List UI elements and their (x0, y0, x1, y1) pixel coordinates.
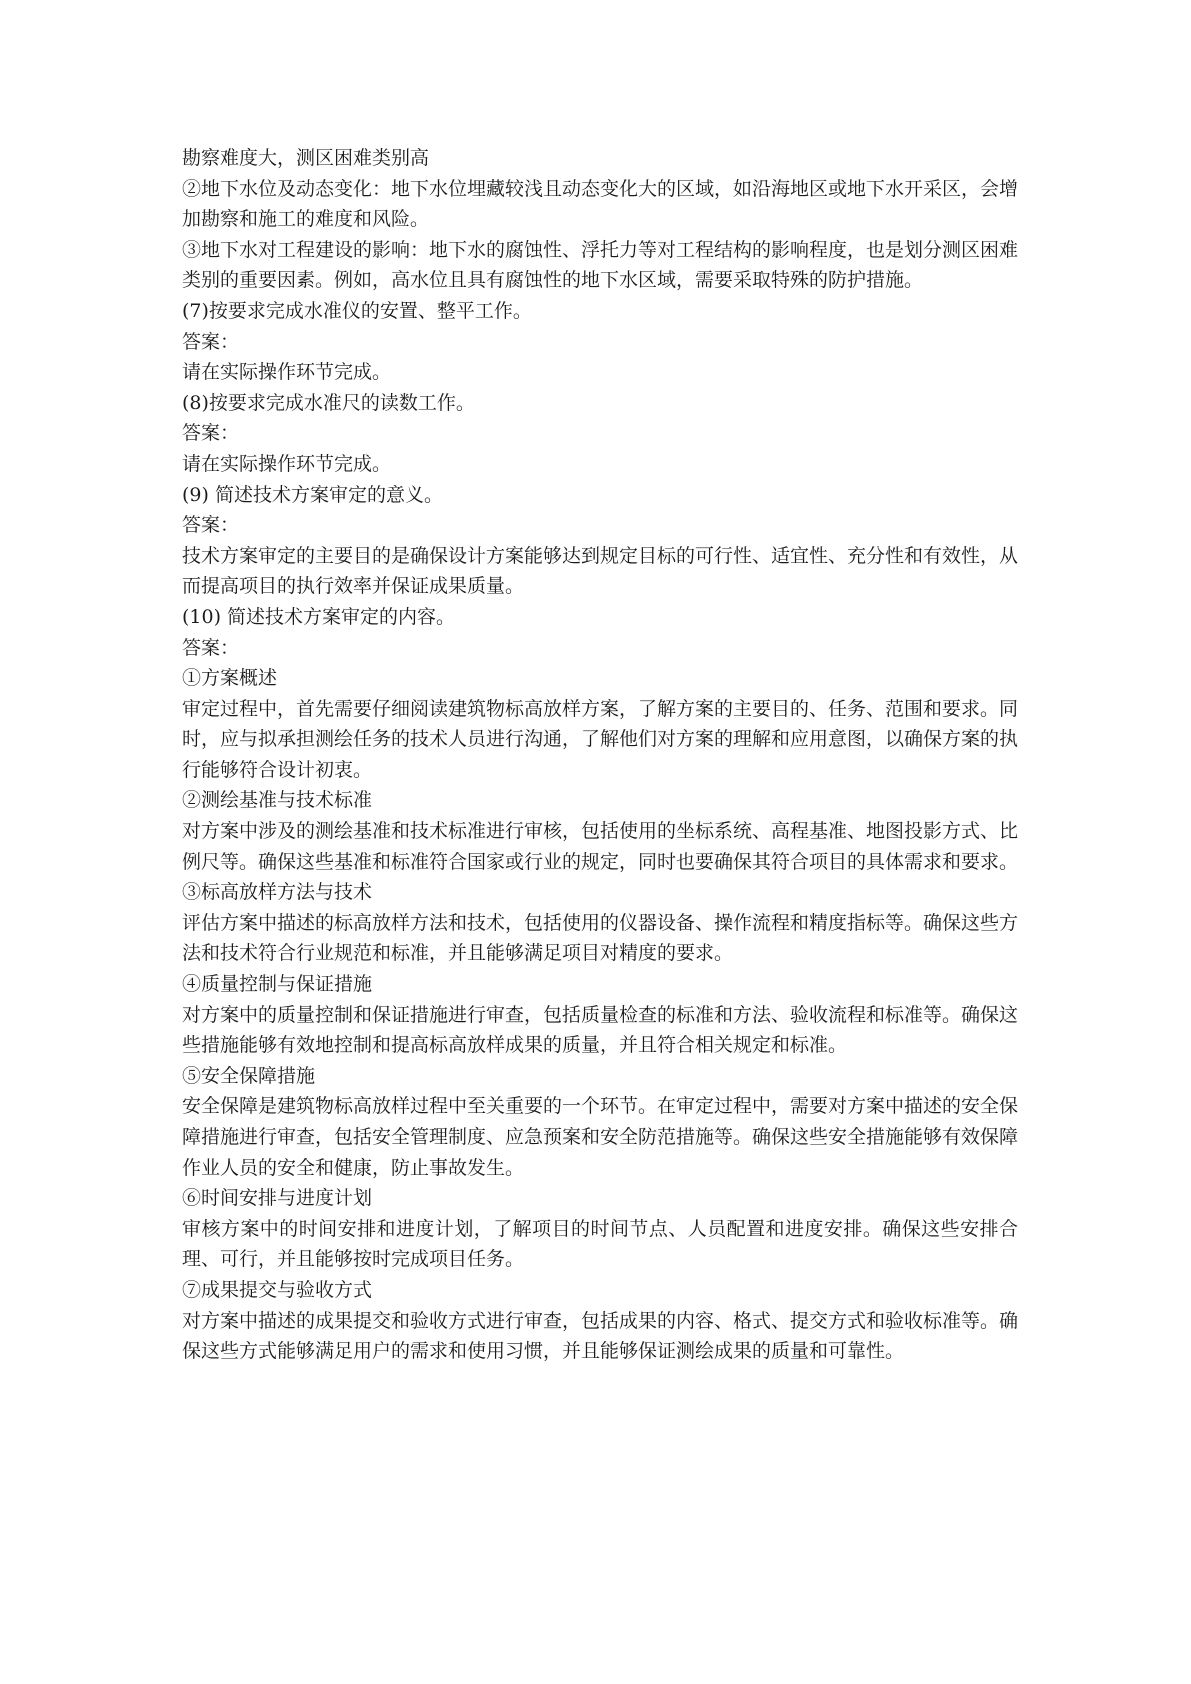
text-paragraph: ②地下水位及动态变化：地下水位埋藏较浅且动态变化大的区域，如沿海地区或地下水开采区，会增加勘察和施工的难度和风险。 (182, 177, 1019, 231)
answer-paragraph: 技术方案审定的主要目的是确保设计方案能够达到规定目标的可行性、适宜性、充分性和有效性，从而提高项目的执行效率并保证成果质量。 (182, 544, 1019, 598)
section-heading: ②测绘基准与技术标准 (182, 789, 373, 812)
text-line: 勘察难度大，测区困难类别高 (182, 147, 430, 169)
answer-label: 答案： (182, 636, 240, 659)
section-heading: ⑦成果提交与验收方式 (182, 1278, 373, 1301)
section-heading: ⑤安全保障措施 (182, 1064, 316, 1087)
section-heading: ⑥时间安排与进度计划 (182, 1187, 373, 1210)
document-page (182, 143, 1018, 1367)
question-heading: (10) 简述技术方案审定的内容。 (182, 605, 456, 628)
section-paragraph: 审定过程中，首先需要仔细阅读建筑物标高放样方案，了解方案的主要目的、任务、范围和要求。同时，应与拟承担测绘任务的技术人员进行沟通，了解他们对方案的理解和应用意图，以确保方案的执行能够符合设计初衷。 (182, 697, 1019, 781)
answer-text: 请在实际操作环节完成。 (182, 361, 392, 384)
section-paragraph: 审核方案中的时间安排和进度计划，了解项目的时间节点、人员配置和进度安排。确保这些安排合理、可行，并且能够按时完成项目任务。 (182, 1217, 1018, 1271)
answer-label: 答案： (182, 330, 240, 353)
section-paragraph: 对方案中的质量控制和保证措施进行审查，包括质量检查的标准和方法、验收流程和标准等。确保这些措施能够有效地控制和提高标高放样成果的质量，并且符合相关规定和标准。 (182, 1003, 1019, 1057)
section-heading: ③标高放样方法与技术 (182, 881, 373, 904)
answer-label: 答案： (182, 422, 240, 445)
section-paragraph: 对方案中涉及的测绘基准和技术标准进行审核，包括使用的坐标系统、高程基准、地图投影方式、比例尺等。确保这些基准和标准符合国家或行业的规定，同时也要确保其符合项目的具体需求和要求。 (182, 820, 1019, 873)
question-heading: (8)按要求完成水准尺的读数工作。 (182, 391, 475, 414)
answer-label: 答案： (182, 514, 240, 537)
question-heading: (9) 简述技术方案审定的意义。 (182, 483, 443, 506)
section-heading: ①方案概述 (182, 667, 278, 690)
section-heading: ④质量控制与保证措施 (182, 973, 373, 996)
section-paragraph: 评估方案中描述的标高放样方法和技术，包括使用的仪器设备、操作流程和精度指标等。确保这些方法和技术符合行业规范和标准，并且能够满足项目对精度的要求。 (182, 911, 1019, 965)
answer-text: 请在实际操作环节完成。 (182, 452, 392, 475)
section-paragraph: 安全保障是建筑物标高放样过程中至关重要的一个环节。在审定过程中，需要对方案中描述的安全保障措施进行审查，包括安全管理制度、应急预案和安全防范措施等。确保这些安全措施能够有效保障作业人员的安全和健康，防止事故发生。 (182, 1095, 1019, 1179)
section-paragraph: 对方案中描述的成果提交和验收方式进行审查，包括成果的内容、格式、提交方式和验收标准等。确保这些方式能够满足用户的需求和使用习惯，并且能够保证测绘成果的质量和可靠性。 (182, 1309, 1019, 1363)
text-paragraph: ③地下水对工程建设的影响：地下水的腐蚀性、浮托力等对工程结构的影响程度，也是划分测区困难类别的重要因素。例如，高水位且具有腐蚀性的地下水区域，需要采取特殊的防护措施。 (182, 238, 1019, 292)
question-heading: (7)按要求完成水准仪的安置、整平工作。 (182, 299, 532, 322)
